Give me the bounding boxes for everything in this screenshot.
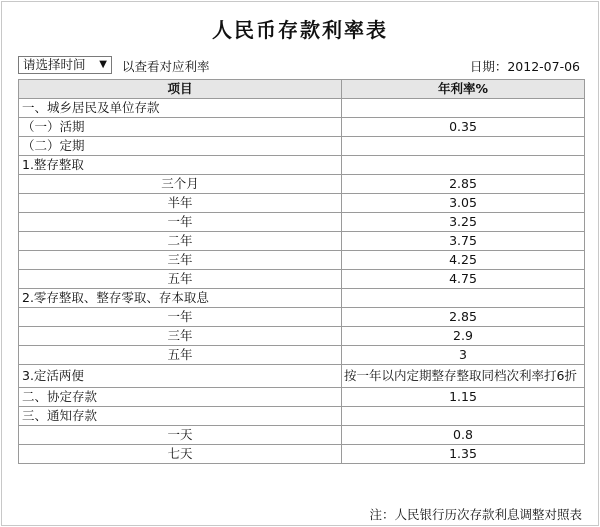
row-item: 一、城乡居民及单位存款 xyxy=(19,99,342,118)
row-item: 五年 xyxy=(19,270,342,289)
footnote: 注：人民银行历次存款利息调整对照表 xyxy=(369,507,582,522)
row-rate: 1.15 xyxy=(342,388,585,407)
table-row xyxy=(19,407,585,426)
table-row xyxy=(19,156,585,175)
row-rate: 3.25 xyxy=(342,213,585,232)
row-item: 二、协定存款 xyxy=(19,388,342,407)
row-rate: 2.9 xyxy=(342,327,585,346)
row-rate: 按一年以内定期整存整取同档次利率打6折 xyxy=(342,365,585,388)
table-row xyxy=(19,270,585,289)
row-rate: 2.85 xyxy=(342,175,585,194)
row-item: 三年 xyxy=(19,251,342,270)
table-row xyxy=(19,289,585,308)
column-header-rate: 年利率% xyxy=(342,80,585,99)
row-item: 1.整存整取 xyxy=(19,156,342,175)
table-row xyxy=(19,194,585,213)
row-item: 三、通知存款 xyxy=(19,407,342,426)
row-item: 七天 xyxy=(19,445,342,464)
table-row xyxy=(19,346,585,365)
table-row xyxy=(19,365,585,388)
row-rate: 0.35 xyxy=(342,118,585,137)
row-rate: 2.85 xyxy=(342,308,585,327)
table-row xyxy=(19,137,585,156)
table-row xyxy=(19,118,585,137)
table-row xyxy=(19,232,585,251)
dropdown-arrow-icon: ▼ xyxy=(99,59,107,70)
row-rate: 3.05 xyxy=(342,194,585,213)
row-item: 一年 xyxy=(19,308,342,327)
table-row xyxy=(19,445,585,464)
table-row xyxy=(19,327,585,346)
row-rate: 3.75 xyxy=(342,232,585,251)
table-row xyxy=(19,213,585,232)
time-select[interactable] xyxy=(18,56,112,74)
row-rate xyxy=(342,137,585,156)
row-item: 三个月 xyxy=(19,175,342,194)
row-item: （二）定期 xyxy=(19,137,342,156)
row-item: 2.零存整取、整存零取、存本取息 xyxy=(19,289,342,308)
row-rate xyxy=(342,156,585,175)
row-item: 3.定活两便 xyxy=(19,365,342,388)
table-row xyxy=(19,426,585,445)
row-rate: 0.8 xyxy=(342,426,585,445)
toolbar xyxy=(18,56,582,76)
row-rate: 3 xyxy=(342,346,585,365)
row-rate: 4.75 xyxy=(342,270,585,289)
column-header-item: 项目 xyxy=(19,80,342,99)
page-title: 人民币存款利率表 xyxy=(212,18,388,42)
row-item: 五年 xyxy=(19,346,342,365)
table-header-row xyxy=(19,80,585,99)
table-row xyxy=(19,175,585,194)
row-rate: 4.25 xyxy=(342,251,585,270)
row-rate xyxy=(342,407,585,426)
row-rate xyxy=(342,99,585,118)
time-select-value: 请选择时间 xyxy=(23,57,86,72)
row-item: （一）活期 xyxy=(19,118,342,137)
date-label: 日期：2012-07-06 xyxy=(469,59,580,74)
rate-table xyxy=(18,79,585,464)
row-rate: 1.35 xyxy=(342,445,585,464)
row-item: 三年 xyxy=(19,327,342,346)
row-rate xyxy=(342,289,585,308)
table-row xyxy=(19,99,585,118)
select-hint: 以查看对应利率 xyxy=(122,59,210,74)
row-item: 二年 xyxy=(19,232,342,251)
row-item: 半年 xyxy=(19,194,342,213)
row-item: 一年 xyxy=(19,213,342,232)
table-row xyxy=(19,308,585,327)
table-row xyxy=(19,388,585,407)
row-item: 一天 xyxy=(19,426,342,445)
table-row xyxy=(19,251,585,270)
